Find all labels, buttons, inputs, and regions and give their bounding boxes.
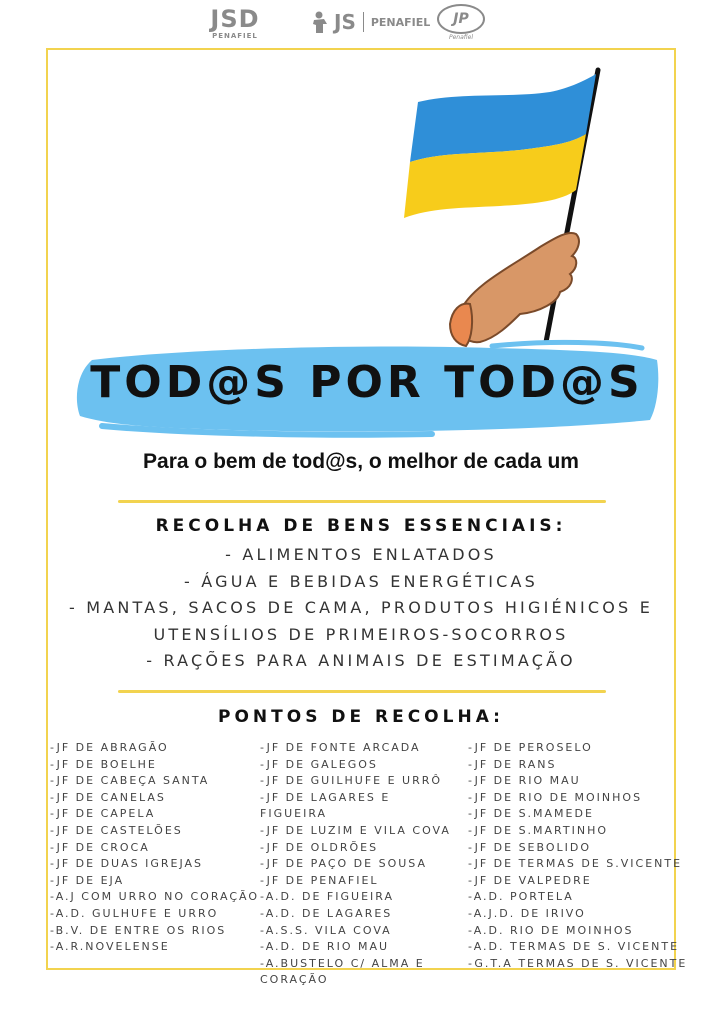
points-column-3	[468, 740, 687, 972]
points-column-1	[50, 740, 259, 956]
list-item: -JF DE CANELAS	[50, 790, 166, 804]
list-item: -JF DE RANS	[468, 757, 557, 771]
list-item: -JF DE OLDRÕES	[260, 840, 379, 854]
collection-item: - ALIMENTOS ENLATADOS	[225, 545, 497, 564]
list-item: -JF DE CAPELA	[50, 807, 156, 821]
js-logo-name: JS	[334, 10, 356, 34]
list-item: -A.D. TERMAS DE S. VICENTE	[468, 940, 680, 954]
list-item: -A.BUSTELO C/ ALMA E CORAÇÃO	[260, 956, 425, 987]
list-item: -JF DE PENAFIEL	[260, 873, 379, 887]
list-item: -JF DE LUZIM E VILA COVA	[260, 823, 451, 837]
jsd-logo-name: JSD	[210, 5, 260, 33]
collection-heading: RECOLHA DE BENS ESSENCIAIS:	[155, 516, 567, 536]
list-item: -JF DE RIO MAU	[468, 774, 581, 788]
list-item: -JF DE FONTE ARCADA	[260, 741, 421, 754]
hand-icon	[458, 233, 579, 342]
collection-item: - MANTAS, SACOS DE CAMA, PRODUTOS HIGIÉNICOS E	[68, 598, 654, 617]
list-item: -JF DE DUAS IGREJAS	[50, 857, 204, 871]
js-logo	[312, 10, 430, 34]
list-item: -A.D. DE FIGUEIRA	[260, 890, 394, 904]
ukraine-flag-hand-illustration	[400, 62, 620, 362]
list-item: -JF DE ABRAGÃO	[50, 741, 169, 754]
collection-item: - RAÇÕES PARA ANIMAIS DE ESTIMAÇÃO	[146, 651, 576, 670]
js-figure-icon	[312, 11, 330, 33]
list-item: -JF DE TERMAS DE S.VICENTE	[468, 857, 683, 871]
list-item: -JF DE CROCA	[50, 840, 150, 854]
list-item: -A.D. DE LAGARES	[260, 906, 393, 920]
list-item: -JF DE CABEÇA SANTA	[50, 774, 210, 788]
points-heading: PONTOS DE RECOLHA:	[218, 707, 504, 727]
list-item: -JF DE VALPEDRE	[468, 873, 592, 887]
points-column-2	[260, 740, 460, 989]
jsd-logo	[200, 6, 270, 40]
collection-item: UTENSÍLIOS DE PRIMEIROS-SOCORROS	[153, 624, 569, 644]
list-item: -JF DE GUILHUFE E URRÔ	[260, 774, 443, 788]
list-item: -JF DE EJA	[50, 873, 125, 887]
list-item: -JF DE PAÇO DE SOUSA	[260, 857, 427, 871]
collection-items	[46, 542, 676, 675]
jp-logo	[436, 4, 486, 41]
list-item: -JF DE BOELHE	[50, 757, 157, 771]
list-item: -A.R.NOVELENSE	[50, 940, 170, 954]
list-item: -JF DE PEROSELO	[468, 741, 593, 754]
list-item: -A.J COM URRO NO CORAÇÃO	[50, 890, 260, 904]
list-item: -JF DE SEBOLIDO	[468, 840, 592, 854]
jp-logo-name: JP	[437, 4, 485, 34]
list-item: -A.J.D. DE IRIVO	[468, 906, 586, 920]
list-item: -A.D. DE RIO MAU	[260, 940, 390, 954]
divider-top	[118, 500, 606, 503]
divider-middle	[118, 690, 606, 693]
jsd-logo-sub: PENAFIEL	[212, 32, 258, 40]
subtitle: Para o bem de tod@s, o melhor de cada um	[143, 450, 579, 473]
js-logo-separator	[363, 12, 364, 32]
list-item: -A.D. PORTELA	[468, 890, 574, 904]
list-item: -B.V. DE ENTRE OS RIOS	[50, 923, 227, 937]
list-item: -JF DE CASTELÕES	[50, 823, 183, 837]
page-title: TOD@S POR TOD@S	[90, 357, 644, 408]
list-item: -JF DE S.MARTINHO	[468, 823, 609, 837]
js-logo-sub: PENAFIEL	[370, 15, 431, 29]
logo-bar	[0, 0, 725, 46]
list-item: -JF DE RIO DE MOINHOS	[468, 790, 643, 804]
list-item: -JF DE LAGARES E FIGUEIRA	[260, 790, 391, 821]
jp-logo-sub: Penafiel	[448, 34, 474, 41]
list-item: -JF DE GALEGOS	[260, 757, 378, 771]
list-item: -A.D. RIO DE MOINHOS	[468, 923, 634, 937]
list-item: -JF DE S.MAMEDE	[468, 807, 594, 821]
list-item: -G.T.A TERMAS DE S. VICENTE	[468, 956, 688, 970]
list-item: -A.D. GULHUFE E URRO	[50, 906, 219, 920]
list-item: -A.S.S. VILA COVA	[260, 923, 392, 937]
collection-item: - ÁGUA E BEBIDAS ENERGÉTICAS	[183, 571, 539, 591]
